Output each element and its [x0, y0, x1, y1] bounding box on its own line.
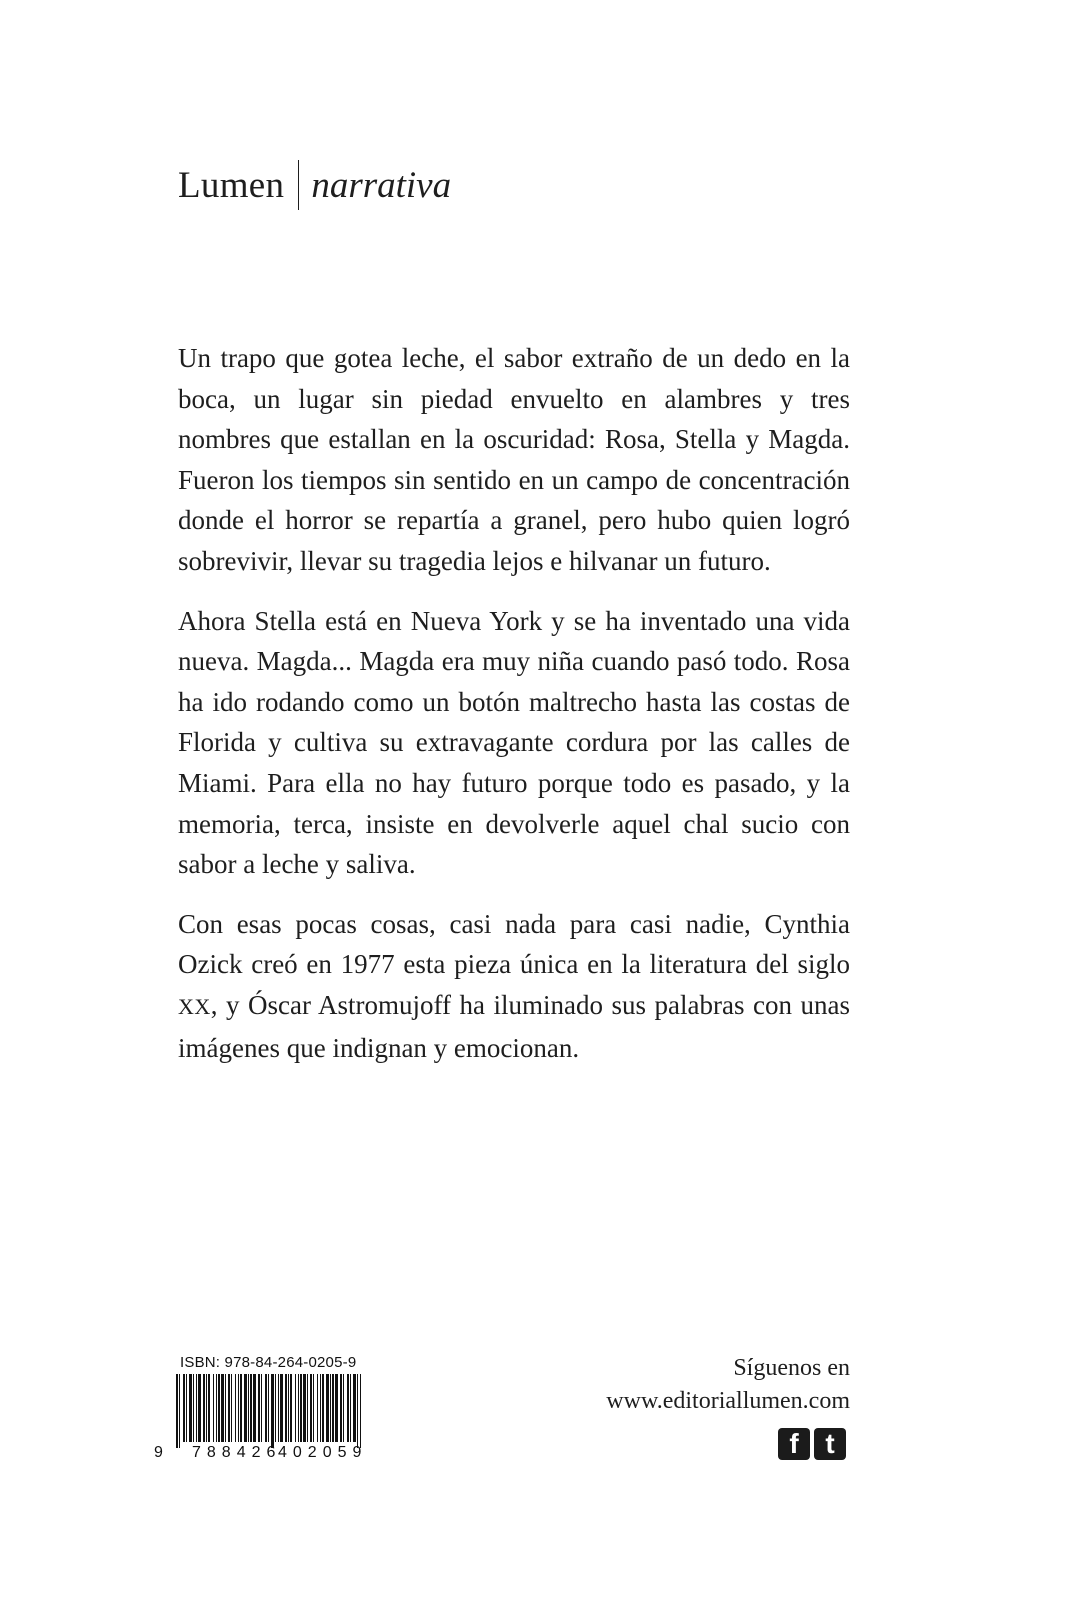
barcode-bar: [275, 1374, 276, 1442]
barcode-bar: [360, 1374, 361, 1448]
blurb-paragraph-3: [178, 904, 850, 1068]
barcode-bar: [265, 1374, 267, 1442]
facebook-icon[interactable]: f: [778, 1428, 810, 1460]
follow-us: [606, 1352, 850, 1418]
barcode-bar: [253, 1374, 256, 1442]
barcode-bar: [238, 1374, 239, 1442]
barcode-bar: [307, 1374, 308, 1442]
barcode-bar: [189, 1374, 192, 1442]
barcode-bar: [225, 1374, 226, 1442]
barcode-bar: [353, 1374, 356, 1442]
blurb-paragraph-1: Un trapo que gotea leche, el sabor extraño de un dedo en la boca, un lugar sin piedad envuelto en alambres y tres nombres que estallan en la oscuridad: Rosa, Stella y Magda. Fueron los tiempos sin sentido en un campo de concentración donde el horror se repartía a granel, pero hubo quien logró sobrevivir, llevar su tragedia lejos e hilvanar un futuro.: [178, 343, 850, 576]
barcode-bar: [216, 1374, 217, 1442]
barcode-bar: [208, 1374, 210, 1442]
barcode-bar: [335, 1374, 338, 1442]
barcode-bar: [300, 1374, 302, 1442]
barcode-bar: [326, 1374, 329, 1442]
social-icons: [778, 1428, 846, 1460]
barcode-bar: [357, 1374, 358, 1448]
barcode-bar: [179, 1374, 180, 1448]
barcode-bar: [268, 1374, 269, 1442]
barcode-bar: [203, 1374, 205, 1442]
barcode-bar: [213, 1374, 214, 1442]
barcode-bar: [196, 1374, 197, 1442]
barcode-bar: [317, 1374, 318, 1442]
publisher-name: Lumen: [178, 164, 285, 206]
isbn-label: ISBN: 978-84-264-0205-9: [180, 1354, 357, 1371]
back-cover-blurb: [178, 338, 850, 1087]
imprint-logo: [178, 160, 451, 210]
barcode-bar: [221, 1374, 224, 1442]
barcode-bar: [285, 1374, 287, 1442]
barcode-bar: [310, 1374, 312, 1442]
barcode-bar: [330, 1374, 331, 1442]
barcode-bar: [235, 1374, 236, 1442]
collection-name: narrativa: [311, 164, 452, 206]
logo-divider: [298, 160, 299, 210]
barcode-bar: [198, 1374, 201, 1442]
blurb-paragraph-2: Ahora Stella está en Nueva York y se ha inventado una vida nueva. Magda... Magda era muy niña cuando pasó todo. Rosa ha ido rodando como un botón maltrecho hasta las costas de Florida y cultiva su extravagante cordura por las calles de Miami. Para ella no hay futuro porque todo es pasado, y la memoria, terca, insiste en devolverle aquel chal sucio con sabor a leche y saliva.: [178, 605, 850, 880]
barcode-bar: [280, 1374, 283, 1442]
blurb-paragraph-3-start: Con esas pocas cosas, casi nada para casi nadie, Cynthia Ozick creó en 1977 esta pieza única en la literatura del siglo: [178, 908, 850, 980]
barcode-bar: [231, 1374, 232, 1442]
ean-left-digits: 788426: [192, 1444, 282, 1461]
barcode-bar: [250, 1374, 252, 1442]
barcode-bar: [176, 1374, 178, 1448]
barcode-bar: [298, 1374, 299, 1442]
century-numeral: XX: [178, 993, 211, 1019]
barcode-bar: [320, 1374, 321, 1442]
blurb-paragraph-3-end: , y Óscar Astromujoff ha iluminado sus palabras con unas imágenes que indignan y emocionan.: [178, 989, 850, 1063]
barcode-block: [152, 1354, 368, 1469]
barcode-bar: [206, 1374, 207, 1442]
barcode-bar: [290, 1374, 292, 1442]
barcode-bar: [183, 1374, 185, 1442]
barcode-bar: [271, 1374, 274, 1448]
barcode-bar: [322, 1374, 324, 1442]
barcode-bar: [261, 1374, 262, 1442]
barcode-bar: [278, 1374, 279, 1442]
barcode-bar: [258, 1374, 260, 1442]
barcode-bar: [228, 1374, 230, 1442]
barcode-bar: [332, 1374, 334, 1442]
follow-label: Síguenos en: [733, 1355, 850, 1381]
website-link[interactable]: www.editoriallumen.com: [606, 1388, 850, 1414]
barcode-bar: [248, 1374, 249, 1442]
barcode-bar: [350, 1374, 351, 1442]
barcode-bar: [193, 1374, 194, 1442]
ean-right-digits: 402059: [278, 1444, 368, 1461]
barcode-bar: [244, 1374, 247, 1442]
twitter-icon[interactable]: t: [814, 1428, 846, 1460]
barcode-bar: [347, 1374, 349, 1442]
ean-first-digit: 9: [154, 1444, 163, 1461]
barcode-bar: [218, 1374, 220, 1442]
barcode-bar: [295, 1374, 296, 1442]
barcode-bar: [240, 1374, 242, 1442]
barcode-bar: [313, 1374, 314, 1442]
barcode-bar: [288, 1374, 289, 1442]
barcode-bar: [186, 1374, 187, 1442]
barcode-image: [176, 1374, 362, 1448]
barcode-bar: [340, 1374, 342, 1442]
barcode-bar: [343, 1374, 344, 1442]
barcode-bar: [303, 1374, 306, 1442]
